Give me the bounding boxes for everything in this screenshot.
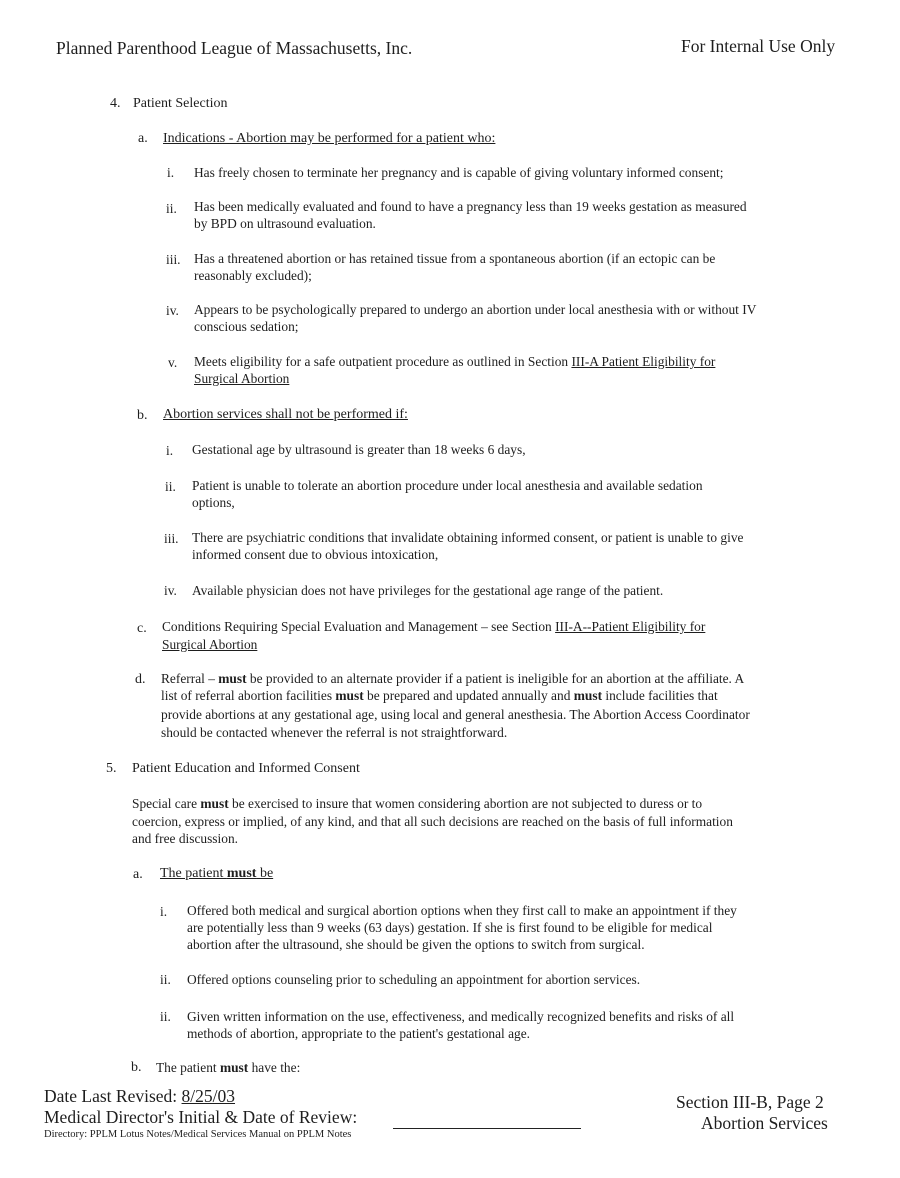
- item-4b-ii-line2: options,: [192, 495, 235, 510]
- review-label: Medical Director's Initial & Date of Review:: [44, 1107, 358, 1127]
- item-4b-i-mark: i.: [166, 443, 174, 458]
- item-5b-text: The patient must have the:: [156, 1060, 301, 1075]
- directory-note: Directory: PPLM Lotus Notes/Medical Services Manual on PPLM Notes: [44, 1129, 352, 1140]
- item-4a-ii-line1: Has been medically evaluated and found to have a pregnancy less than 19 weeks gestation as measured: [194, 199, 747, 214]
- item-4d-mark: d.: [135, 672, 146, 687]
- item-4a-mark: a.: [138, 131, 148, 146]
- item-4c-line1: Conditions Requiring Special Evaluation and Management – see Section III-A--Patient Eligibility for: [162, 619, 706, 634]
- service-label: Abortion Services: [701, 1113, 828, 1133]
- item-5a-i-line1: Offered both medical and surgical abortion options when they first call to make an appointment if they: [187, 903, 737, 918]
- item-4a-iv-line2: conscious sedation;: [194, 319, 299, 334]
- section-iii-a-link-2-cont[interactable]: Surgical Abortion: [162, 637, 258, 652]
- item-4d-line3: provide abortions at any gestational age, using local and general anesthesia. The Abortion Access Coordinator: [161, 707, 750, 722]
- section-5-para-line1: Special care must be exercised to insure that women considering abortion are not subjected to duress or to: [132, 796, 703, 811]
- section-5-title: Patient Education and Informed Consent: [132, 761, 360, 776]
- item-4a-ii-mark: ii.: [166, 201, 177, 216]
- item-4b-iii-line1: There are psychiatric conditions that invalidate obtaining informed consent, or patient is unable to give: [192, 530, 744, 545]
- item-4b-mark: b.: [137, 408, 148, 423]
- item-4b-iv-mark: iv.: [164, 583, 177, 598]
- item-4a-v-mark: v.: [168, 355, 178, 370]
- item-4a-heading: Indications - Abortion may be performed for a patient who:: [163, 131, 496, 146]
- item-4c-mark: c.: [137, 621, 147, 636]
- item-5b-mark: b.: [131, 1060, 142, 1075]
- item-5a-iii-line2: methods of abortion, appropriate to the patient's gestational age.: [187, 1026, 531, 1041]
- item-5a-iii-line1: Given written information on the use, effectiveness, and medically recognized benefits and risks of all: [187, 1009, 735, 1024]
- section-iii-a-link-cont[interactable]: Surgical Abortion: [194, 371, 290, 386]
- item-5a-mark: a.: [133, 867, 143, 882]
- item-4a-iv-line1: Appears to be psychologically prepared to undergo an abortion under local anesthesia with or without IV: [194, 302, 757, 317]
- item-4a-iii-line1: Has a threatened abortion or has retained tissue from a spontaneous abortion (if an ectopic can be: [194, 251, 716, 266]
- item-4a-v-line1: Meets eligibility for a safe outpatient procedure as outlined in Section III-A Patient Eligibility for: [194, 354, 716, 369]
- item-4a-i-text: Has freely chosen to terminate her pregnancy and is capable of giving voluntary informed consent;: [194, 165, 724, 180]
- item-5a-iii-mark: ii.: [160, 1009, 171, 1024]
- item-5a-heading: The patient must be: [160, 866, 274, 881]
- item-4a-iv-mark: iv.: [166, 303, 179, 318]
- item-4b-ii-line1: Patient is unable to tolerate an abortion procedure under local anesthesia and available sedation: [192, 478, 703, 493]
- section-4-number: 4.: [110, 96, 121, 111]
- item-5a-i-mark: i.: [160, 904, 168, 919]
- section-iii-a-link-2[interactable]: III-A--Patient Eligibility for: [555, 619, 706, 634]
- item-4a-iii-line2: reasonably excluded);: [194, 268, 312, 283]
- date-last-revised: Date Last Revised: 8/25/03: [44, 1086, 236, 1106]
- item-5a-ii-text: Offered options counseling prior to scheduling an appointment for abortion services.: [187, 972, 641, 987]
- item-4b-heading: Abortion services shall not be performed if:: [163, 407, 408, 422]
- item-5a-i-line3: abortion after the ultrasound, she should be given the options to switch from surgical.: [187, 937, 645, 952]
- section-iii-a-link[interactable]: III-A Patient Eligibility for: [571, 354, 716, 369]
- item-4b-ii-mark: ii.: [165, 479, 176, 494]
- section-5-number: 5.: [106, 761, 117, 776]
- item-4a-iii-mark: iii.: [166, 252, 181, 267]
- item-4b-iii-line2: informed consent due to obvious intoxication,: [192, 547, 439, 562]
- organization-name: Planned Parenthood League of Massachusetts, Inc.: [56, 38, 413, 58]
- item-4b-iv-text: Available physician does not have privileges for the gestational age range of the patient.: [192, 583, 664, 598]
- item-5a-i-line2: are potentially less than 9 weeks (63 days) gestation. If she is first found to be eligible for medical: [187, 920, 713, 935]
- item-4a-i-mark: i.: [167, 165, 175, 180]
- item-4d-line4: should be contacted whenever the referral is not straightforward.: [161, 725, 508, 740]
- item-4b-iii-mark: iii.: [164, 531, 179, 546]
- internal-use-notice: For Internal Use Only: [681, 36, 836, 56]
- item-4b-i-text: Gestational age by ultrasound is greater than 18 weeks 6 days,: [192, 442, 526, 457]
- item-4d-line1: Referral – must be provided to an alternate provider if a patient is ineligible for an abortion at the affiliate. A: [161, 671, 745, 686]
- section-5-para-line3: and free discussion.: [132, 831, 238, 846]
- item-4a-ii-line2: by BPD on ultrasound evaluation.: [194, 216, 376, 231]
- item-5a-ii-mark: ii.: [160, 972, 171, 987]
- review-signature-line[interactable]: [393, 1128, 581, 1129]
- section-page-label: Section III-B, Page 2: [676, 1092, 824, 1112]
- section-5-para-line2: coercion, express or implied, of any kind, and that all such decisions are reached on the basis of full information: [132, 814, 733, 829]
- item-4d-line2: list of referral abortion facilities must be prepared and updated annually and must include facilities that: [161, 688, 718, 703]
- section-4-title: Patient Selection: [133, 96, 228, 111]
